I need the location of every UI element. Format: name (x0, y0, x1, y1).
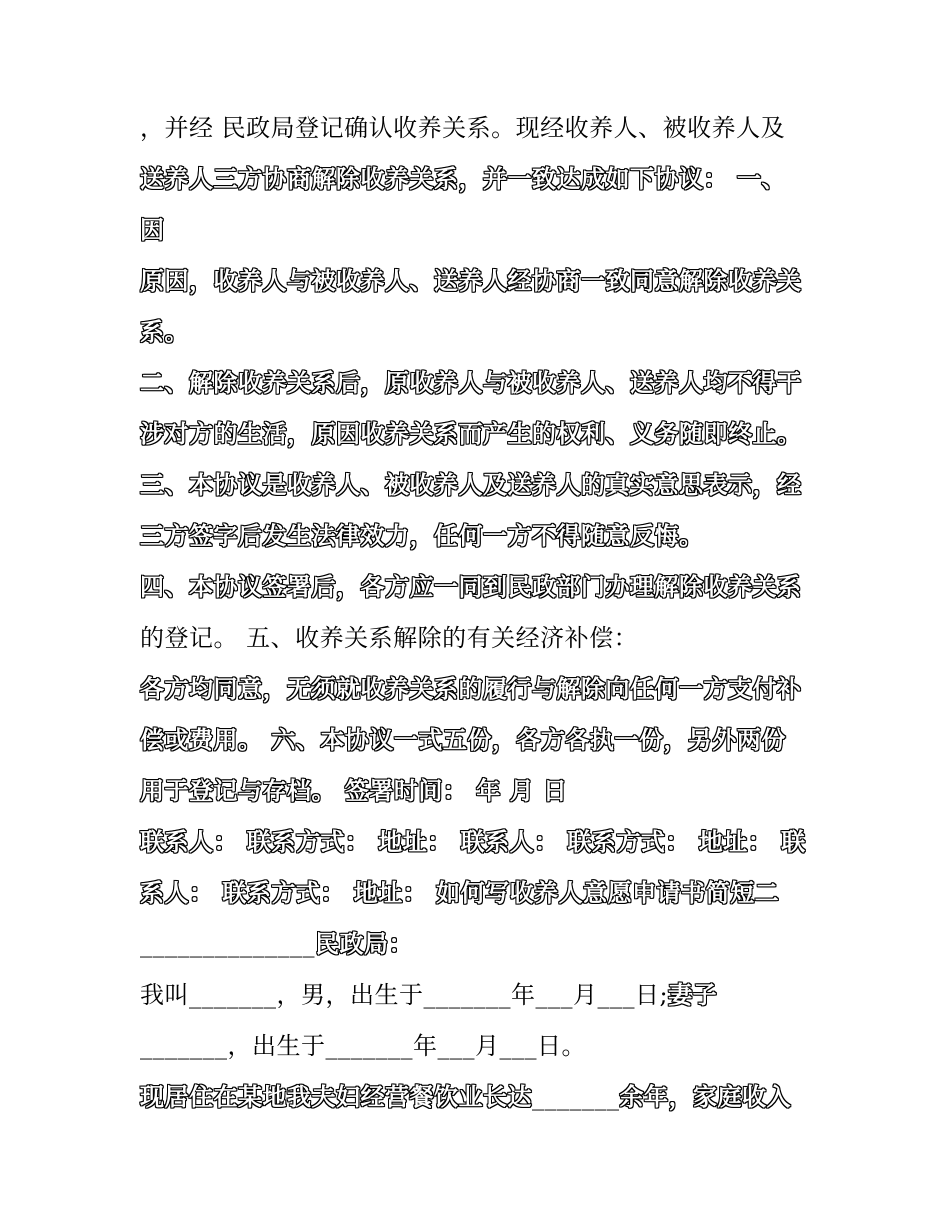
text-line-14 (140, 775, 820, 807)
text-line-18 (140, 979, 820, 1011)
text-outlined: 系。 (140, 318, 189, 346)
text-line-20 (140, 1081, 820, 1113)
text-plain: ，并经 民政局登记确认收养关系。现经收养人、被收养人及 (140, 114, 786, 142)
text-outlined: 三方签字后发生法律效力，任何一方不得随意反悔。 (140, 522, 704, 550)
text-plain: 我叫_______，男，出生于_______年___月___日; (140, 981, 669, 1009)
text-line-12 (140, 673, 820, 705)
text-outlined: 三、本协议是收养人、被收养人及送养人的真实意思表示，经 (140, 471, 802, 499)
text-plain: _______，出生于_______年___月___日。 (140, 1032, 586, 1060)
text-outlined: 原因，收养人与被收养人、送养人经协商一致同意解除收养关 (140, 267, 802, 295)
text-line-10 (140, 571, 820, 603)
text-outlined: 用于登记与存档。 签署时间： 年 月 日 (140, 777, 568, 805)
text-line-4 (140, 265, 820, 297)
text-line-11 (140, 622, 820, 654)
text-outlined: 偿或费用。 六、本协议一式五份，各方各执一份，另外两份 (140, 726, 786, 754)
text-outlined: 联系人： 联系方式： 地址： 联系人： 联系方式： 地址： 联 (140, 828, 806, 856)
text-line-13 (140, 724, 820, 756)
text-outlined: 现居住在某地我夫妇经营餐饮业长达 (140, 1083, 532, 1111)
text-outlined: 二、解除收养关系后，原收养人与被收养人、送养人均不得干 (140, 369, 802, 397)
text-line-8 (140, 469, 820, 501)
text-line-2 (140, 163, 820, 195)
text-outlined: 涉对方的生活，原因收养关系而产生的权利、义务随即终止。 (140, 420, 802, 448)
text-line-6 (140, 367, 820, 399)
text-plain: _______ (532, 1083, 620, 1111)
text-line-15 (140, 826, 820, 858)
text-line-5 (140, 316, 820, 348)
text-line-9 (140, 520, 820, 552)
text-outlined: 余年，家庭收入 (619, 1083, 791, 1111)
text-outlined: 因 (140, 216, 165, 244)
text-line-19 (140, 1030, 820, 1062)
text-plain: 的登记。 五、收养关系解除的有关经济补偿： (140, 624, 639, 652)
text-line-1 (140, 112, 820, 144)
text-outlined: 送养人三方协商解除收养关系，并一致达成如下协议： 一、 (140, 165, 786, 193)
text-outlined: 四、本协议签署后，各方应一同到民政部门办理解除收养关系 (140, 573, 802, 601)
text-outlined: 系人： 联系方式： 地址： 如何写收养人意愿申请书简短二 (140, 879, 780, 907)
text-line-16 (140, 877, 820, 909)
text-line-7 (140, 418, 820, 450)
text-line-3 (140, 214, 820, 246)
text-outlined: 妻子 (668, 981, 718, 1009)
text-outlined: 民政局： (315, 930, 413, 958)
text-line-17 (140, 928, 820, 960)
text-outlined: 各方均同意，无须就收养关系的履行与解除向任何一方支付补 (140, 675, 802, 703)
text-plain: ______________ (140, 930, 315, 958)
